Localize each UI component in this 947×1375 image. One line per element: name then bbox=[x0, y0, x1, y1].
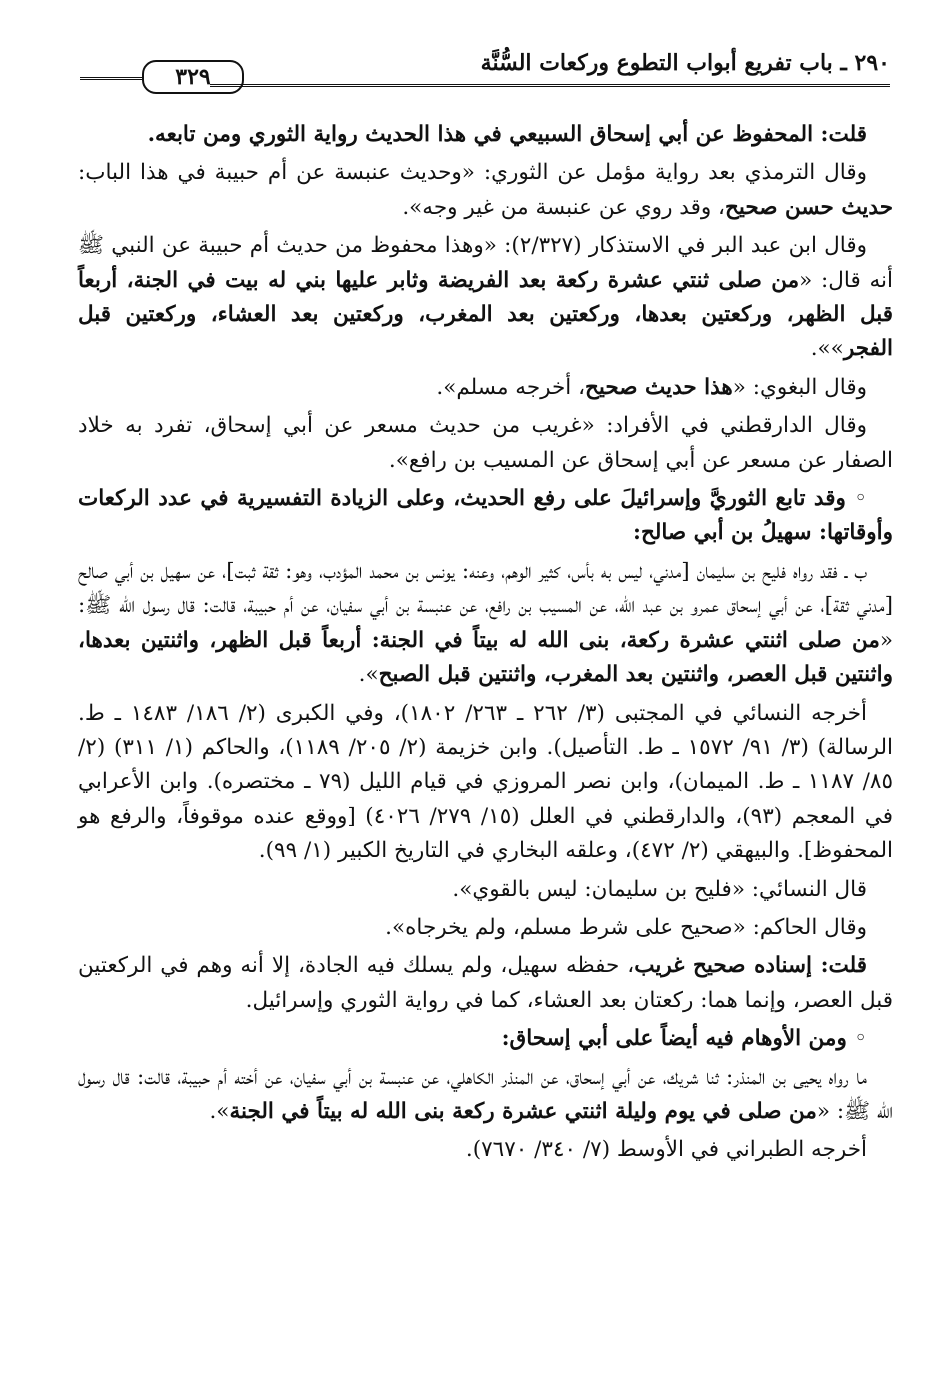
paragraph bbox=[78, 1022, 893, 1056]
page-body bbox=[78, 118, 893, 1172]
text-run: وقال البغوي: « bbox=[732, 374, 867, 400]
text-run: وقال ابن عبد البر في الاستذكار (٢/٣٢٧): «وهذا محفوظ من حديث أم حبيبة عن النبي ﷺ أنه قال: « bbox=[78, 233, 894, 293]
text-run: ». bbox=[358, 662, 379, 688]
bold-text-run: حديث حسن صحيح bbox=[725, 194, 893, 220]
text-run: ، أخرجه مسلم». bbox=[436, 374, 586, 400]
text-run: ما رواه يحيى بن المنذر: ثنا شريك، عن أبي إسحاق، عن المنذر الكاهلي، عن عنبسة بن أبي سفيان، عن أخته أم حبيبة، قالت: قال رسول الله ﷺ: « bbox=[78, 1064, 893, 1124]
paragraph bbox=[78, 482, 893, 551]
bold-text-run: ◦ وقد تابع الثوريَّ وإسرائيلَ على رفع الحديث، وعلى الزيادة التفسيرية في عدد الركعات وأوقاتها: سهيلُ بن أبي صالح: bbox=[78, 486, 893, 546]
bold-text-run: قلت: إسناده صحيح غريب bbox=[634, 953, 868, 979]
paragraph bbox=[78, 156, 893, 225]
text-run: ، وقد روي عن عنبسة من غير وجه». bbox=[402, 194, 726, 220]
page-header bbox=[80, 50, 890, 96]
bold-text-run: ◦ ومن الأوهام فيه أيضاً على أبي إسحاق: bbox=[501, 1026, 867, 1052]
paragraph bbox=[78, 1061, 893, 1130]
text-run: وقال الترمذي بعد رواية مؤمل عن الثوري: «وحديث عنبسة عن أم حبيبة في هذا الباب: bbox=[78, 160, 867, 186]
page-number-badge: ٣٢٩ bbox=[142, 60, 244, 94]
text-run: وقال الحاكم: «صحيح على شرط مسلم، ولم يخرجاه». bbox=[385, 914, 867, 940]
paragraph bbox=[78, 873, 893, 907]
paragraph bbox=[78, 949, 893, 1018]
paragraph bbox=[78, 555, 893, 693]
text-run: ». bbox=[209, 1098, 230, 1124]
chapter-title: ٢٩٠ ـ باب تفريع أبواب التطوع وركعات السُّنَّة bbox=[480, 50, 890, 76]
bold-text-run: من صلى في يوم وليلة اثنتي عشرة ركعة بنى الله له بيتاً في الجنة bbox=[229, 1098, 817, 1124]
paragraph bbox=[78, 118, 893, 152]
text-run: أخرجه النسائي في المجتبى (٣/ ٢٦٢ ـ ٢٦٣/ ١٨٠٢)، وفي الكبرى (٢/ ١٨٦/ ١٤٨٣ ـ ط. الرسالة) (٣/ ٩١/ ١٥٧٢ ـ ط. التأصيل). وابن خزيمة (٢/ ٢٠٥/ ١١٨٩)، والحاكم (١/ ٣١١) (٢/ ٨٥/ ١١٨٧ ـ ط. الميمان)، وابن نصر المروزي في قيام الليل (٧٩ ـ مختصره). وابن الأعرابي في المعجم (٩٣)، والدارقطني في العلل (١٥/ ٢٧٩/ ٤٠٢٦) [ووقع عنده موقوفاً، والرفع هو المحفوظ]. والبيهقي (٢/ ٤٧٢)، وعلقه البخاري في التاريخ الكبير (١/ ٩٩). bbox=[78, 700, 894, 864]
text-run: أخرجه الطبراني في الأوسط (٧/ ٣٤٠/ ٧٦٧٠). bbox=[465, 1137, 867, 1163]
paragraph bbox=[78, 697, 893, 869]
text-run: »». bbox=[810, 336, 844, 362]
paragraph bbox=[78, 1133, 893, 1167]
bold-text-run: قلت: المحفوظ عن أبي إسحاق السبيعي في هذا الحديث رواية الثوري ومن تابعه. bbox=[147, 122, 867, 147]
text-run: قال النسائي: «فليح بن سليمان: ليس بالقوي». bbox=[452, 876, 867, 902]
bold-text-run: هذا حديث صحيح bbox=[585, 374, 733, 400]
text-run: ، حفظه سهيل، ولم يسلك فيه الجادة، إلا أنه وهم في الركعتين قبل العصر، وإنما هما: ركعتان بعد العشاء، كما في رواية الثوري وإسرائيل. bbox=[78, 953, 893, 1013]
paragraph bbox=[78, 371, 893, 405]
bold-text-run: من صلى ثنتي عشرة ركعة بعد الفريضة وثابر عليها بني له بيت في الجنة، أربعاً قبل الظهر، وركعتين بعدها، وركعتين بعد المغرب، وركعتين بعد العشاء، وركعتين قبل الفجر bbox=[78, 267, 893, 362]
header-ornament-line bbox=[80, 77, 142, 80]
paragraph bbox=[78, 911, 893, 945]
header-rule bbox=[210, 84, 890, 87]
bold-text-run: من صلى اثنتي عشرة ركعة، بنى الله له بيتاً في الجنة: أربعاً قبل الظهر، واثنتين بعدها، واثنتين قبل العصر، واثنتين بعد المغرب، واثنتين قبل الصبح bbox=[78, 627, 893, 688]
text-run: ب ـ فقد رواه فليح بن سليمان [مدني، ليس به بأس، كثير الوهم، وعنه: يونس بن محمد المؤدب، وهو: ثقة ثبت]، عن سهيل بن أبي صالح [مدني ثقة]، عن أبي إسحاق عمرو بن عبد الله، عن المسيب بن رافع، عن عنبسة بن أبي سفيان، عن أم حبيبة، قالت: قال رسول الله ﷺ: « bbox=[78, 558, 893, 653]
paragraph bbox=[78, 229, 893, 367]
paragraph bbox=[78, 409, 893, 478]
text-run: وقال الدارقطني في الأفراد: «غريب من حديث مسعر عن أبي إسحاق، تفرد به خلاد الصفار عن مسعر عن أبي إسحاق عن المسيب بن رافع». bbox=[78, 413, 893, 473]
